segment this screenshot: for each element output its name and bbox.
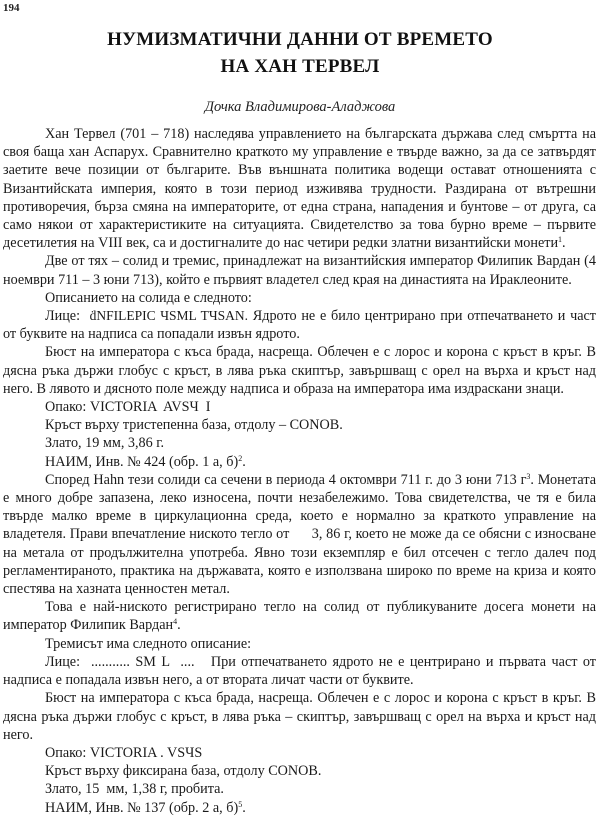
paragraph-tremis-intro: Тремисът има следното описание:: [45, 635, 252, 652]
footnote-ref: 4: [173, 617, 178, 627]
title-line-2: НА ХАН ТЕРВЕЛ: [220, 56, 380, 77]
paragraph-text: Ядрото не е било центрирано при отпечатването и част от буквите на надписа са попадали извън ядрото.: [3, 308, 597, 343]
footnote-ref: 5: [238, 799, 243, 809]
solidus-inventory: НАИМ, Инв. № 424 (обр. 1 а, б)$^2$.: [45, 453, 246, 470]
tremis-cross: Кръст върху фиксирана база, отдолу CONOB.: [45, 763, 322, 780]
paragraph-hahn: [3, 471, 600, 598]
paragraph-coins: Две от тях – солид и тремис, принадлежат на византийския император Филипик Вардан (4 ноември 711 – 3 юни 713), който е първият владетел след края на династията на Ираклеоните.: [3, 253, 596, 288]
tremis-metal: Злато, 15 мм, 1,38 г, пробита.: [45, 781, 224, 798]
paragraph-tremis-obverse: [3, 653, 596, 689]
paragraph-solidus-obverse: [3, 307, 596, 343]
coin-legend: ........... SM L ....: [90, 653, 195, 670]
title-line-1: НУМИЗМАТИЧНИ ДАННИ ОТ ВРЕМЕТО: [107, 29, 493, 50]
paragraph-solidus-bust: Бюст на императора с къса брада, насреща. Облечен е с лорос и корона с кръст в кръг. В дясна ръка държи глобус с кръст, в лява ръка скиптър, завършващ с орел на върха и кръст над него. В лявото и дясното поле между надписа и образа на императора има издраскани знаци.: [3, 344, 596, 397]
footnote-ref: 1: [558, 235, 563, 245]
inventory-text: НАИМ, Инв. № 137 (обр. 2 а, б): [45, 799, 239, 816]
solidus-reverse: Опако: VICTORIA AVSЧ I: [45, 399, 211, 416]
paragraph-text: При отпечатването ядрото не е центрирано и първата част от надписа е попадала извън него, а от втората личат части от буквите.: [3, 653, 596, 689]
paragraph-tremis-bust: Бюст на императора с къса брада, насреща. Облечен е с лорос и корона с кръст в кръг. В дясна ръка държи глобус с кръст, в лява ръка – скиптър, завършващ с орел на върха и кръст над него.: [3, 690, 596, 743]
paragraph-text: Това е най-ниското регистрирано тегло на солид от публикуваните досега монети на император Филипик Вардан: [3, 599, 596, 634]
footnote-ref: 3: [526, 471, 531, 481]
solidus-metal: Злато, 19 мм, 3,86 г.: [45, 435, 165, 452]
tremis-inventory: НАИМ, Инв. № 137 (обр. 2 а, б)$^5$.: [45, 799, 246, 816]
article-title: [0, 26, 600, 80]
inventory-text: НАИМ, Инв. № 424 (обр. 1 а, б): [45, 453, 239, 470]
tremis-reverse: Опако: VICTORIA . VSЧS: [45, 744, 203, 761]
footnote-ref: 2: [238, 453, 243, 463]
paragraph-intro: [3, 125, 596, 252]
paragraph-text: . Монетата е много добре запазена, леко износена, почти незабележимо. Това свидетелства, че тя е била твърде малко време в циркулационна среда, което е нормално за краткото управление на владетеля. Прави впечатление ниското тегло от 3, 86 г, което не може да се обясни с износване на метала от продължителна употреба. Явно този екземпляр е бил отсечен с тегло далеч под регламентираното, практика на държавата, която е използвана широко по време на криза и която спестява на хазната ценностен метал.: [3, 471, 600, 598]
paragraph-text: Хан Тервел (701 – 718) наследява управлението на българската държава след смъртта на своя баща хан Аспарух. Сравнително краткото му управление е твърде важно, за да се затвърдят заетите вече позиции от българите. Във външната политика водещи остават отношенията с Византийската империя, която в този период изживява трудности. Раздирана от вътрешни противоречия, бърза смяна на императорите, от една страна, нападения и бунтове – от друга, са само някои от характеристиките на ситуацията. Свидетелство за това бурно време – първите десетилетия на VIII век, са и достигналите до нас четири редки златни византийски монети: [3, 126, 596, 252]
paragraph-text: Според Hahn тези солиди са сечени в периода 4 октомври 711 г. до 3 юни 713 г: [45, 471, 527, 488]
author: Дочка Владимирова-Аладжова: [204, 99, 396, 115]
paragraph-solidus-intro: Описанието на солида е следното:: [45, 289, 252, 306]
obverse-label: Лице:: [45, 653, 81, 670]
obverse-label: Лице:: [45, 308, 81, 325]
article-body: [3, 125, 600, 817]
punctuation: .: [562, 235, 566, 252]
solidus-cross: Кръст върху тристепенна база, отдолу – CONOB.: [45, 417, 343, 434]
coin-legend: ḋNFILEPIC ЧSML TЧSAN.: [89, 308, 248, 324]
paragraph-lowest-weight: Това е най-ниското регистрирано тегло на солид от публикуваните досега монети на император Филипик Вардан$^4$.: [3, 599, 596, 634]
page-number: 194: [3, 2, 20, 14]
